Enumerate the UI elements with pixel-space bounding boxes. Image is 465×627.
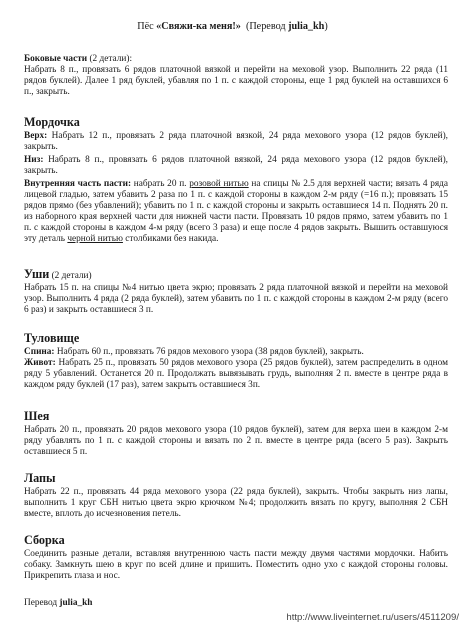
muzzle-bottom-text: Набрать 8 п., провязать 6 рядов платочной вязкой, 24 ряда мехового узора (12 рядов буклей), закрыть. [24, 155, 448, 177]
black-thread-link: черной нитью [67, 234, 123, 245]
paws-paragraph [24, 487, 448, 520]
muzzle-inner-text-2: на спицы № 2.5 для верхней части; вязать 4 ряда лицевой гладью, затем убавить 2 раза по 1 п. с каждой стороны в каждом 2-м ряду (=16 п.); провязать 15 рядов прямо (без убавлений); убавить по 1 п. с каждой стороны и закрыть оставшиеся 14 п. Поднять 20 п. из наборного края верхней части для нижней части пасти. Провязать 10 рядов прямо, затем убавить по 1 п. с каждой стороны в каждом 4-м ряду (всего 3 раза) и еще после 4 рядов закрыть. Вышить оставшуюся эту деталь [24, 179, 449, 245]
torso-back-label: Спина: [24, 347, 55, 357]
footer-credit [24, 598, 92, 609]
muzzle-bottom-paragraph [24, 155, 448, 177]
footer-prefix: Перевод [24, 598, 60, 608]
sides-text: Набрать 8 п., провязать 6 рядов платочной вязкой и перейти на меховой узор. Выполнить 22 ряда (11 рядов буклей). Далее 1 ряд буклей, убавляя по 1 п. с каждой стороны, еще 1 ряд буклей на оставшихся 6 п., закрыть. [24, 65, 448, 98]
muzzle-inner-text-3: столбиками без накида. [122, 234, 219, 245]
paws-text: Набрать 22 п., провязать 44 ряда мехового узора (22 ряда буклей), закрыть. Чтобы закрыть низ лапы, выполнить 1 круг СБН нитью цвета экрю крючком №4; продолжить вязать по кругу, выполняя 2 СБН вместе, вплоть до исчезновения петель. [24, 487, 448, 520]
ears-heading-note: (2 детали) [49, 271, 92, 281]
torso-back-text: Набрать 60 п., провязать 76 рядов мехового узора (38 рядов буклей), закрыть. [54, 347, 364, 357]
torso-belly-text: Набрать 25 п., провязать 50 рядов мехового узора (25 рядов буклей), затем распределить в одном ряду 5 убавлений. Останется 20 п. Продолжать вывязывать грудь, выполняя 2 п. вместе в центре ряда в каждом ряду буклей (17 раз), затем закрыть оставшиеся 3п. [24, 358, 448, 391]
paws-heading: Лапы [24, 471, 56, 485]
title-name: «Свяжи-ка меня!» [156, 21, 241, 32]
neck-paragraph [24, 425, 448, 458]
neck-heading: Шея [24, 409, 50, 423]
muzzle-inner-text-1: набрать 20 п. [131, 179, 190, 189]
translation-suffix: ) [324, 21, 328, 32]
ears-heading-title: Уши [24, 267, 50, 281]
title-prefix: Пёс [137, 21, 157, 32]
assembly-paragraph [24, 549, 448, 582]
sides-section [24, 54, 448, 98]
pink-thread-link: розовой нитью [189, 179, 249, 189]
muzzle-inner-label: Внутренняя часть пасти: [24, 179, 132, 189]
neck-text: Набрать 20 п., провязать 20 рядов мехового узора (10 рядов буклей), затем для верха шеи в каждом 2-м ряду убавлять по 1 п. с каждой стороны и вязать по 2 п. вместе в центре ряда (всего 5 раз). Закрыть оставшиеся 5 п. [24, 425, 448, 458]
muzzle-top-label: Верх: [24, 131, 48, 141]
muzzle-bottom-label: Низ: [24, 155, 44, 165]
ears-paragraph [24, 283, 448, 316]
ears-heading [24, 267, 92, 283]
title-translator: julia_kh [288, 21, 325, 32]
document-title [0, 21, 465, 33]
assembly-text: Соединить разные детали, вставляя внутреннюю часть пасти между двумя частями мордочки. Набить собаку. Замкнуть шею в круг по всей длине и пришить. Поместить одно ухо с каждой стороны головы. Прикрепить глаза и нос. [24, 549, 448, 582]
torso-belly-paragraph [24, 358, 448, 391]
torso-belly-label: Живот: [24, 358, 56, 368]
torso-heading: Туловище [24, 331, 80, 345]
muzzle-inner-paragraph [24, 179, 448, 246]
ears-text: Набрать 15 п. на спицы №4 нитью цвета экрю; провязать 2 ряда платочной вязкой и перейти на меховой узор. Выполнить 4 ряда (2 ряда буклей), затем убавить по 1 п. с каждой стороны в каждом 2-м ряду (всего 6 раз) и закрыть оставшиеся 3 п. [24, 283, 448, 316]
sides-heading-note: (2 детали): [87, 54, 133, 64]
sides-heading: Боковые части [24, 54, 88, 64]
muzzle-top-paragraph [24, 131, 448, 153]
assembly-heading: Сборка [24, 533, 65, 547]
muzzle-heading: Мордочка [24, 115, 80, 129]
translation-prefix: (Перевод [240, 21, 289, 32]
muzzle-top-text: Набрать 12 п., провязать 2 ряда платочной вязкой, 24 ряда мехового узора (12 рядов буклей), закрыть. [24, 131, 448, 153]
source-url: http://www.liveinternet.ru/users/4511209/ [286, 612, 459, 623]
torso-back-paragraph [24, 347, 448, 358]
footer-translator: julia_kh [59, 598, 93, 608]
